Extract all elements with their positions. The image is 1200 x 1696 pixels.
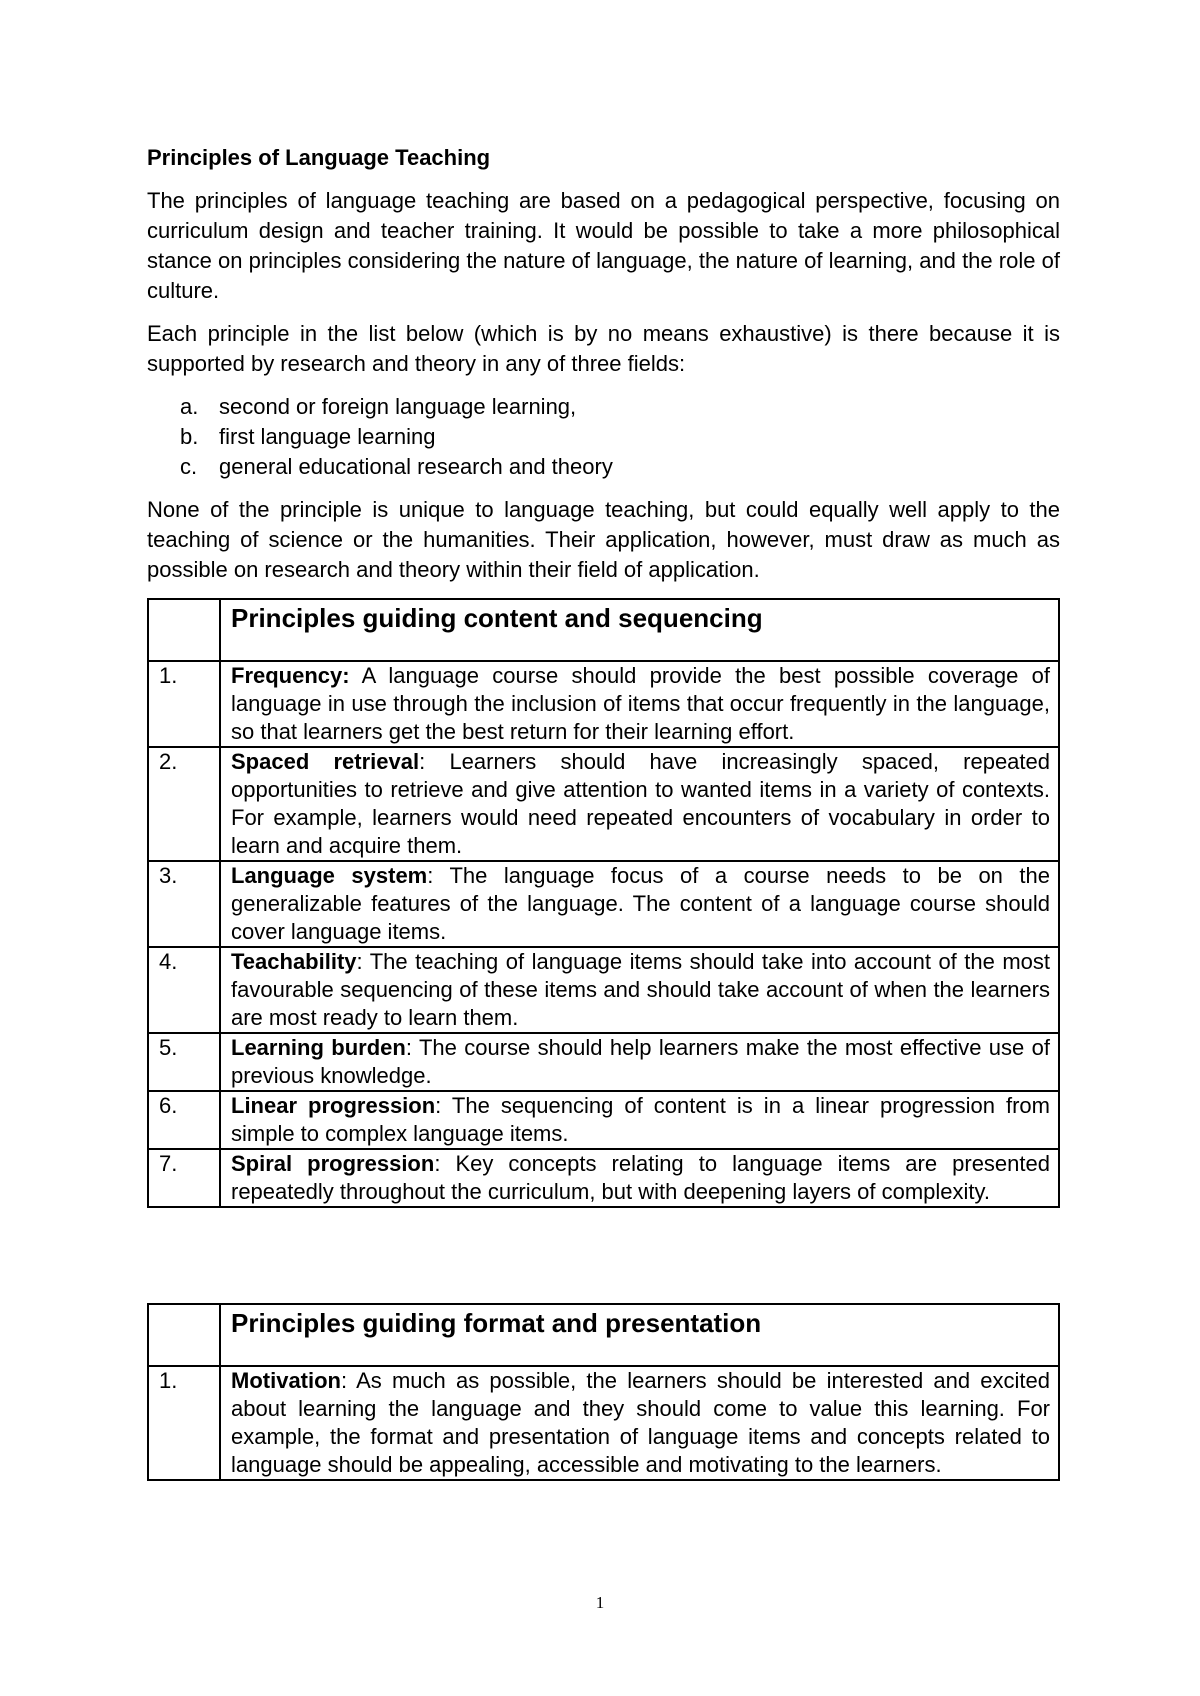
principle-text: : The teaching of language items should take into account of the most favourable sequencing of these items and should take account of when the learners are most ready to learn them. [231, 949, 1050, 1030]
principle-term: Language system [231, 863, 428, 888]
principle-term: Linear progression [231, 1093, 436, 1118]
row-number: 1. [148, 1366, 220, 1480]
fields-list [147, 392, 1060, 482]
closing-paragraph: None of the principle is unique to language teaching, but could equally well apply to the teaching of science or the humanities. Their application, however, must draw as much as possible on research and theory within their field of application. [147, 497, 1060, 582]
format-presentation-table [147, 1303, 1060, 1481]
table-heading: Principles guiding content and sequencing [220, 599, 1059, 661]
list-item-text: second or foreign language learning, [219, 394, 577, 419]
page-number: 1 [595, 1593, 605, 1612]
row-number: 1. [148, 661, 220, 747]
list-item [180, 392, 1060, 422]
table-row [148, 661, 1059, 747]
row-number: 5. [148, 1033, 220, 1091]
intro-paragraph-2: Each principle in the list below (which is by no means exhaustive) is there because it is supported by research and theory in any of three fields: [147, 321, 1060, 376]
principle-term: Spiral progression [231, 1151, 435, 1176]
table-row [148, 947, 1059, 1033]
row-description [220, 1149, 1059, 1207]
table-row [148, 1091, 1059, 1149]
table-header-row [148, 1304, 1059, 1366]
row-description [220, 861, 1059, 947]
principle-term: Motivation [231, 1368, 341, 1393]
row-number: 7. [148, 1149, 220, 1207]
principle-text: : Learners should have increasingly spaced, repeated opportunities to retrieve and give attention to wanted items in a variety of contexts. For example, learners would need repeated encounters of vocabulary in order to learn and acquire them. [231, 749, 1050, 858]
row-number: 4. [148, 947, 220, 1033]
content-sequencing-table [147, 598, 1060, 1208]
row-number: 6. [148, 1091, 220, 1149]
row-description [220, 1366, 1059, 1480]
table-heading: Principles guiding format and presentation [220, 1304, 1059, 1366]
row-description [220, 661, 1059, 747]
list-item-text: first language learning [219, 424, 436, 449]
row-number: 3. [148, 861, 220, 947]
principle-text: : The sequencing of content is in a linear progression from simple to complex language items. [231, 1093, 1050, 1146]
principle-text: : The language focus of a course needs to be on the generalizable features of the language. The content of a language course should cover language items. [231, 863, 1051, 944]
row-number: 2. [148, 747, 220, 861]
list-marker: a. [180, 394, 199, 419]
principle-text: : As much as possible, the learners should be interested and excited about learning the language and they should come to value this learning. For example, the format and presentation of language items and concepts related to language should be appealing, accessible and motivating to the learners. [231, 1368, 1050, 1477]
list-marker: b. [180, 424, 199, 449]
table-row [148, 1366, 1059, 1480]
document-title: Principles of Language Teaching [147, 145, 491, 170]
list-marker: c. [180, 454, 198, 479]
table-row [148, 861, 1059, 947]
intro-paragraph-1: The principles of language teaching are based on a pedagogical perspective, focusing on curriculum design and teacher training. It would be possible to take a more philosophical stance on principles considering the nature of language, the nature of learning, and the role of culture. [147, 188, 1060, 303]
table-header-empty-cell [148, 599, 220, 661]
list-item-text: general educational research and theory [219, 454, 613, 479]
principle-term: Teachability [231, 949, 357, 974]
principle-text: : Key concepts relating to language items are presented repeatedly throughout the curriculum, but with deepening layers of complexity. [231, 1151, 1050, 1204]
table-header-row [148, 599, 1059, 661]
principle-text: A language course should provide the best possible coverage of language in use through the inclusion of items that occur frequently in the language, so that learners get the best return for their learning effort. [231, 663, 1050, 744]
row-description [220, 747, 1059, 861]
row-description [220, 947, 1059, 1033]
table-row [148, 1033, 1059, 1091]
row-description [220, 1091, 1059, 1149]
row-description [220, 1033, 1059, 1091]
table-row [148, 1149, 1059, 1207]
document-page [147, 143, 1060, 1481]
table-row [148, 747, 1059, 861]
list-item [180, 452, 1060, 482]
principle-term: Spaced retrieval [231, 749, 420, 774]
principle-term: Frequency: [231, 663, 350, 688]
principle-text: : The course should help learners make the most effective use of previous knowledge. [231, 1035, 1051, 1088]
table-header-empty-cell [148, 1304, 220, 1366]
principle-term: Learning burden [231, 1035, 406, 1060]
list-item [180, 422, 1060, 452]
